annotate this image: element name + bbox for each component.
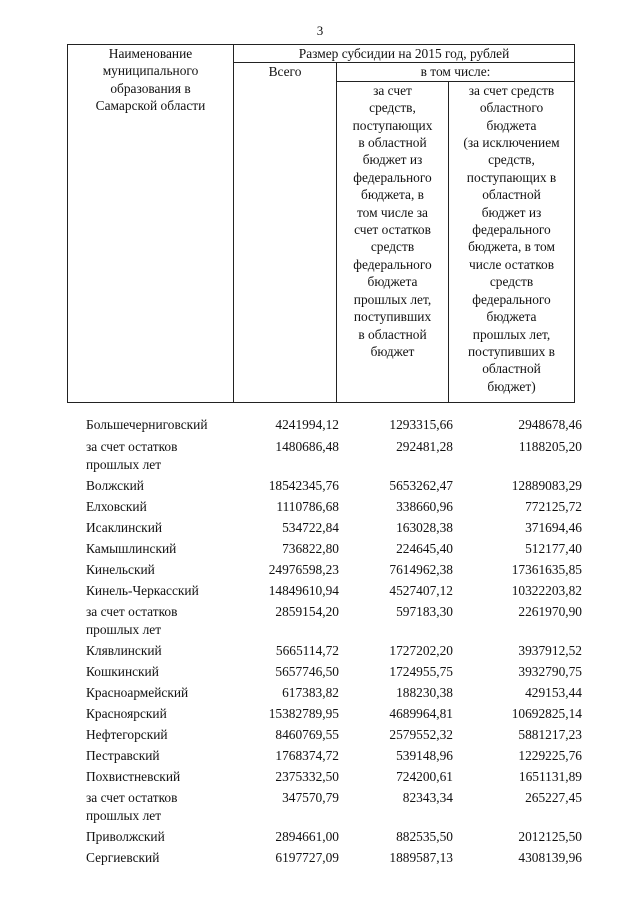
row-regional: 371694,46 bbox=[525, 520, 582, 535]
row-regional: 2012125,50 bbox=[518, 829, 582, 844]
row-name: за счет остатков прошлых лет bbox=[86, 790, 178, 823]
row-name: Волжский bbox=[86, 478, 144, 493]
row-name: Сергиевский bbox=[86, 850, 160, 865]
row-regional: 10322203,82 bbox=[511, 583, 582, 598]
row-regional: 1229225,76 bbox=[518, 748, 582, 763]
row-total: 24976598,23 bbox=[268, 562, 339, 577]
row-total: 1480686,48 bbox=[275, 439, 339, 454]
table-row bbox=[86, 684, 586, 705]
row-regional: 4308139,96 bbox=[518, 850, 582, 865]
table-row bbox=[86, 477, 586, 498]
row-name: Красноярский bbox=[86, 706, 167, 721]
row-federal: 82343,34 bbox=[402, 790, 453, 805]
row-total: 617383,82 bbox=[282, 685, 339, 700]
row-federal: 224645,40 bbox=[396, 541, 453, 556]
row-total: 5657746,50 bbox=[275, 664, 339, 679]
row-name: Красноармейский bbox=[86, 685, 189, 700]
header-regional-column: за счет средств областного бюджета (за исключением средств, поступающих в областной бюджет из федерального бюджета, в том числе остатков средств федерального бюджета прошлых лет, поступивших в областной бюджет) bbox=[449, 81, 575, 402]
table-row bbox=[86, 519, 586, 540]
row-federal: 882535,50 bbox=[396, 829, 453, 844]
row-federal: 2579552,32 bbox=[389, 727, 453, 742]
row-regional: 5881217,23 bbox=[518, 727, 582, 742]
header-name-column: Наименование муниципального образования в Самарской области bbox=[68, 45, 234, 403]
row-total: 2859154,20 bbox=[275, 604, 339, 619]
table-row bbox=[86, 438, 586, 477]
table-row bbox=[86, 498, 586, 519]
row-federal: 1724955,75 bbox=[389, 664, 453, 679]
row-name: Нефтегорский bbox=[86, 727, 168, 742]
table-body bbox=[86, 416, 586, 870]
table-row bbox=[86, 849, 586, 870]
row-name: Большечерниговский bbox=[86, 417, 208, 432]
row-regional: 12889083,29 bbox=[511, 478, 582, 493]
table-row bbox=[86, 705, 586, 726]
row-name: Кошкинский bbox=[86, 664, 159, 679]
row-total: 4241994,12 bbox=[275, 417, 339, 432]
row-federal: 1727202,20 bbox=[389, 643, 453, 658]
row-regional: 512177,40 bbox=[525, 541, 582, 556]
table-row bbox=[86, 768, 586, 789]
row-regional: 265227,45 bbox=[525, 790, 582, 805]
row-federal: 724200,61 bbox=[396, 769, 453, 784]
row-federal: 597183,30 bbox=[396, 604, 453, 619]
row-name: Клявлинский bbox=[86, 643, 162, 658]
row-name: Исаклинский bbox=[86, 520, 163, 535]
row-federal: 188230,38 bbox=[396, 685, 453, 700]
row-total: 736822,80 bbox=[282, 541, 339, 556]
row-total: 6197727,09 bbox=[275, 850, 339, 865]
row-federal: 338660,96 bbox=[396, 499, 453, 514]
row-total: 1768374,72 bbox=[275, 748, 339, 763]
row-name: Камышлинский bbox=[86, 541, 177, 556]
row-total: 2894661,00 bbox=[275, 829, 339, 844]
table-row bbox=[86, 663, 586, 684]
row-name: Приволжский bbox=[86, 829, 165, 844]
row-federal: 292481,28 bbox=[396, 439, 453, 454]
row-federal: 4527407,12 bbox=[389, 583, 453, 598]
row-regional: 429153,44 bbox=[525, 685, 582, 700]
row-federal: 7614962,38 bbox=[389, 562, 453, 577]
row-total: 2375332,50 bbox=[275, 769, 339, 784]
table-row bbox=[86, 416, 586, 438]
table-row bbox=[86, 642, 586, 663]
table-row bbox=[86, 747, 586, 768]
row-federal: 5653262,47 bbox=[389, 478, 453, 493]
row-regional: 2261970,90 bbox=[518, 604, 582, 619]
table-row bbox=[86, 603, 586, 642]
header-size-column: Размер субсидии на 2015 год, рублей bbox=[234, 45, 575, 63]
row-regional: 1188205,20 bbox=[518, 439, 582, 454]
row-federal: 4689964,81 bbox=[389, 706, 453, 721]
table-row bbox=[86, 726, 586, 747]
row-total: 1110786,68 bbox=[276, 499, 339, 514]
row-name: за счет остатков прошлых лет bbox=[86, 439, 178, 472]
table-row bbox=[86, 582, 586, 603]
row-federal: 539148,96 bbox=[396, 748, 453, 763]
row-name: Кинельский bbox=[86, 562, 155, 577]
header-total-column: Всего bbox=[234, 63, 337, 402]
row-name: Елховский bbox=[86, 499, 147, 514]
table-row bbox=[86, 540, 586, 561]
row-total: 14849610,94 bbox=[268, 583, 339, 598]
row-regional: 3937912,52 bbox=[518, 643, 582, 658]
row-total: 534722,84 bbox=[282, 520, 339, 535]
table-header bbox=[67, 44, 575, 403]
row-total: 8460769,55 bbox=[275, 727, 339, 742]
row-federal: 1889587,13 bbox=[389, 850, 453, 865]
row-regional: 10692825,14 bbox=[511, 706, 582, 721]
page-number: 3 bbox=[316, 23, 324, 38]
table-row bbox=[86, 561, 586, 582]
header-federal-column: за счет средств, поступающих в областной бюджет из федерального бюджета, в том числе за счет остатков средств федерального бюджета прошлых лет, поступивших в областной бюджет bbox=[337, 81, 449, 402]
row-federal: 163028,38 bbox=[396, 520, 453, 535]
row-total: 5665114,72 bbox=[275, 643, 339, 658]
row-total: 18542345,76 bbox=[268, 478, 339, 493]
row-total: 15382789,95 bbox=[268, 706, 339, 721]
table-row bbox=[86, 828, 586, 849]
row-federal: 1293315,66 bbox=[389, 417, 453, 432]
row-total: 347570,79 bbox=[282, 790, 339, 805]
row-name: Кинель-Черкасский bbox=[86, 583, 199, 598]
row-name: за счет остатков прошлых лет bbox=[86, 604, 178, 637]
row-name: Похвистневский bbox=[86, 769, 181, 784]
row-regional: 2948678,46 bbox=[518, 417, 582, 432]
table-row bbox=[86, 789, 586, 828]
row-regional: 1651131,89 bbox=[518, 769, 582, 784]
row-regional: 772125,72 bbox=[525, 499, 582, 514]
header-including-column: в том числе: bbox=[337, 63, 575, 81]
row-name: Пестравский bbox=[86, 748, 160, 763]
row-regional: 17361635,85 bbox=[511, 562, 582, 577]
row-regional: 3932790,75 bbox=[518, 664, 582, 679]
